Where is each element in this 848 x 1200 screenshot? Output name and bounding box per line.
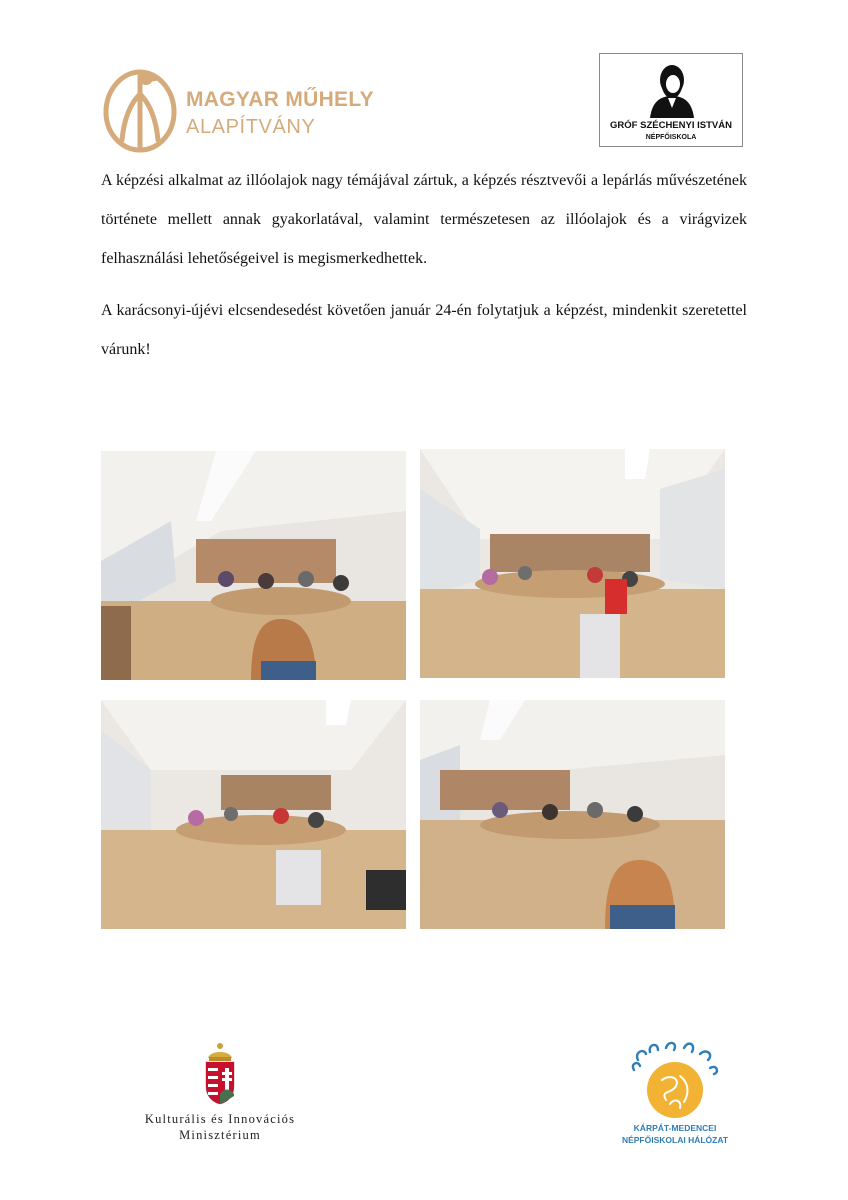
logo-subtitle: ALAPÍTVÁNY <box>186 116 316 138</box>
ministry-name-line1: Kulturális és Innovációs <box>144 1112 296 1126</box>
karpat-network-logo <box>600 1040 750 1150</box>
paragraph-1: A képzési alkalmat az illóolajok nagy témájával zártuk, a képzés résztvevői a lepárlás művészetének története mellett annak gyakorlatával, valamint természetesen az illóolajok és a virágvizek felhasználási lehetőségeivel is megismerkedhettek. <box>101 172 747 267</box>
classroom-photo-4 <box>420 700 725 929</box>
classroom-photo-1 <box>101 451 406 680</box>
classroom-photo-2 <box>420 449 725 678</box>
szechenyi-portrait-icon <box>646 58 698 118</box>
ministry-name-line2: Minisztérium <box>179 1128 261 1142</box>
network-name-line1: KÁRPÁT-MEDENCEI <box>633 1123 717 1133</box>
logo-subname: NÉPFŐISKOLA <box>645 134 697 141</box>
hungarian-coat-of-arms-icon <box>202 1040 238 1106</box>
classroom-photo-3 <box>101 700 406 929</box>
szechenyi-nepfoiskola-logo <box>599 53 743 147</box>
eagle-emblem-icon <box>100 64 180 154</box>
magyar-muhely-logo <box>100 64 380 154</box>
paragraph-2: A karácsonyi-újévi elcsendesedést követően január 24-én folytatjuk a képzést, mindenkit szeretettel várunk! <box>101 302 747 358</box>
network-name-line2: NÉPFŐISKOLAI HÁLÓZAT <box>621 1135 729 1145</box>
logo-name: GRÓF SZÉCHENYI ISTVÁN <box>610 120 732 131</box>
karpat-network-icon <box>630 1040 720 1122</box>
logo-title: MAGYAR MŰHELY <box>186 88 374 111</box>
ministry-logo <box>120 1040 320 1150</box>
